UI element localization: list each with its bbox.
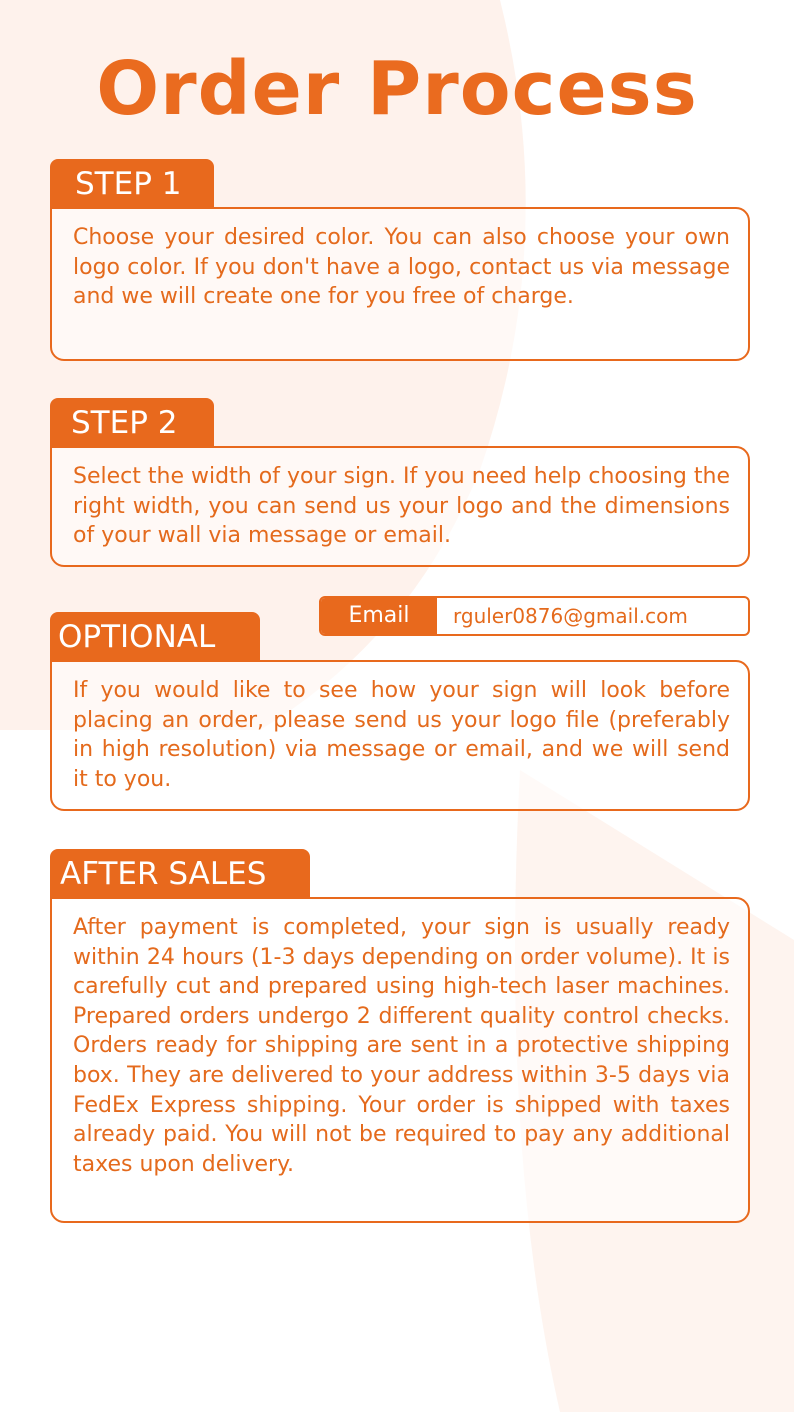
page-title: Order Process (96, 46, 698, 132)
step-2-box: Select the width of your sign. If you need help choosing the right width, you can send us your logo and the dimensions of your wall via message or email. (50, 446, 750, 567)
step-2-tab: STEP 2 (50, 398, 214, 446)
after-sales-box: After payment is completed, your sign is usually ready within 24 hours (1-3 days depending on order volume). It is carefully cut and prepared using high-tech laser machines. Prepared orders undergo 2 different quality control checks. Orders ready for shipping are sent in a protective shipping box. They are delivered to your address within 3-5 days via FedEx Express shipping. Your order is shipped with taxes already paid. You will not be required to pay any additional taxes upon delivery. (50, 897, 750, 1223)
step-1-tab: STEP 1 (50, 159, 214, 207)
email-label: Email (321, 598, 437, 634)
optional-tab: OPTIONAL (50, 612, 260, 660)
step-1-box: Choose your desired color. You can also choose your own logo color. If you don't have a logo, contact us via message and we will create one for you free of charge. (50, 207, 750, 361)
after-sales-tab: AFTER SALES (50, 849, 310, 897)
email-address[interactable]: rguler0876@gmail.com (453, 604, 688, 628)
email-contact (319, 596, 750, 636)
optional-box: If you would like to see how your sign will look before placing an order, please send us your logo file (preferably in high resolution) via message or email, and we will send it to you. (50, 660, 750, 811)
